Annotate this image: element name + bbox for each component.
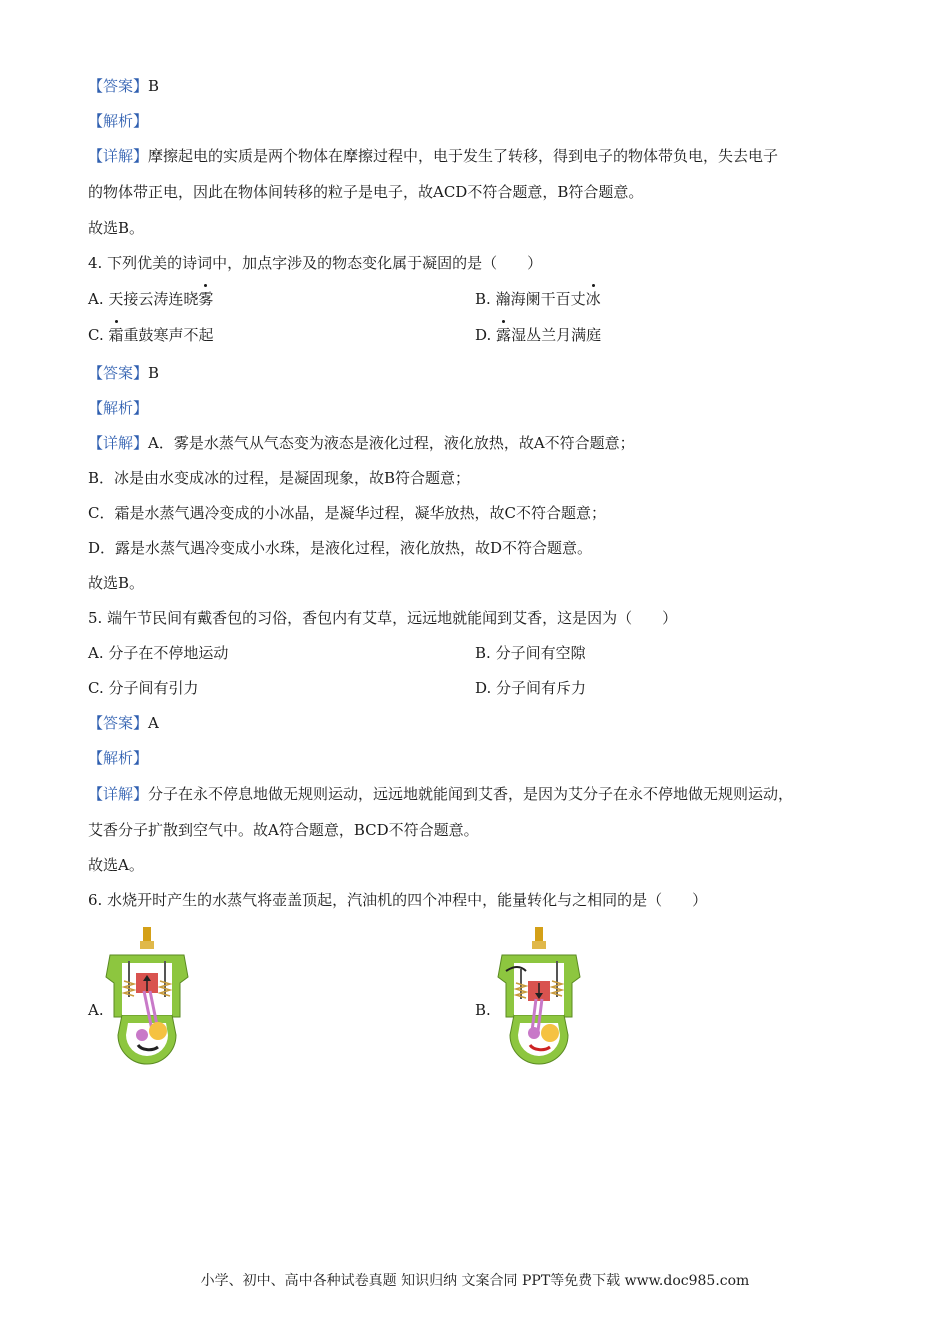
crankshaft (149, 1022, 167, 1040)
engine-figure-b (492, 925, 592, 1067)
q5-answer-line: 【答案】A (88, 714, 159, 732)
q4-choose: 故选B。 (88, 574, 145, 592)
q5-option-b: B. 分子间有空隙 (475, 644, 586, 662)
q3-answer-line (88, 76, 159, 96)
q6-option-a-label: A. (88, 1001, 104, 1019)
q3-choose: 故选B。 (88, 219, 145, 237)
q4-detail-a: 【详解】A．雾是水蒸气从气态变为液态是液化过程，液化放热，故A不符合题意； (88, 434, 635, 452)
q4-detail-d: D．露是水蒸气遇冷变成小水珠，是液化过程，液化放热，故D不符合题意。 (88, 539, 593, 557)
q4-analysis-tag: 【解析】 (88, 399, 149, 417)
q4-option-d: D. 露湿丛兰月满庭 (475, 326, 602, 344)
q4-detail-c: C．霜是水蒸气遇冷变成的小冰晶，是凝华过程，凝华放热，故C不符合题意； (88, 504, 606, 522)
q4-option-a: A. 天接云涛连晓雾 (88, 290, 214, 308)
q3-detail-line1: 【详解】摩擦起电的实质是两个物体在摩擦过程中，电于发生了转移，得到电子的物体带负电，失去电子 (88, 147, 779, 165)
spark-plug (143, 927, 151, 943)
page-footer: 小学、初中、高中各种试卷真题 知识归纳 文案合同 PPT等免费下载 www.doc985.com (200, 1273, 750, 1289)
engine-cylinder-a-icon (100, 925, 200, 1067)
q3-detail-line2: 的物体带正电，因此在物体间转移的粒子是电子，故ACD不符合题意，B符合题意。 (88, 183, 644, 201)
answer-value: A (148, 714, 159, 732)
q5-stem: 5. 端午节民间有戴香包的习俗，香包内有艾草，远远地就能闻到艾香，这是因为（ ） (88, 609, 678, 627)
q5-option-a: A. 分子在不停地运动 (88, 644, 229, 662)
q4-detail-b: B．冰是由水变成冰的过程，是凝固现象，故B符合题意； (88, 469, 471, 487)
q4-stem: 4. 下列优美的诗词中，加点字涉及的物态变化属于凝固的是（ ） (88, 254, 543, 272)
q6-option-b-label: B. (475, 1001, 491, 1019)
dotted-char: 霜 (108, 326, 124, 344)
q5-analysis-tag: 【解析】 (88, 749, 149, 767)
q4-option-b: B. 瀚海阑干百丈冰 (475, 290, 601, 308)
detail-tag: 【详解】 (88, 147, 149, 165)
answer-tag: 【答案】 (88, 77, 149, 95)
q4-answer-line: 【答案】B (88, 364, 160, 382)
answer-value: B (148, 364, 160, 382)
engine-cylinder-b-icon (492, 925, 592, 1067)
q5-option-c: C. 分子间有引力 (88, 679, 199, 697)
spark-plug (535, 927, 543, 943)
dotted-char: 冰 (585, 290, 601, 308)
dotted-char: 雾 (198, 290, 214, 308)
q5-detail-line2: 艾香分子扩散到空气中。故A符合题意，BCD不符合题意。 (88, 821, 479, 839)
engine-figure-a (100, 925, 200, 1067)
q5-detail-line1: 【详解】分子在永不停息地做无规则运动，远远地就能闻到艾香，是因为艾分子在永不停地做无规则运动， (88, 785, 794, 803)
q6-stem: 6. 水烧开时产生的水蒸气将壶盖顶起，汽油机的四个冲程中，能量转化与之相同的是（ ） (88, 891, 708, 909)
q5-option-d: D. 分子间有斥力 (475, 679, 587, 697)
q4-option-c: C. 霜重鼓寒声不起 (88, 326, 214, 344)
q5-choose: 故选A。 (88, 856, 144, 874)
answer-value: B (148, 77, 160, 95)
q3-analysis-tag: 【解析】 (88, 112, 149, 130)
dotted-char: 露 (496, 326, 512, 344)
crankshaft (541, 1024, 559, 1042)
